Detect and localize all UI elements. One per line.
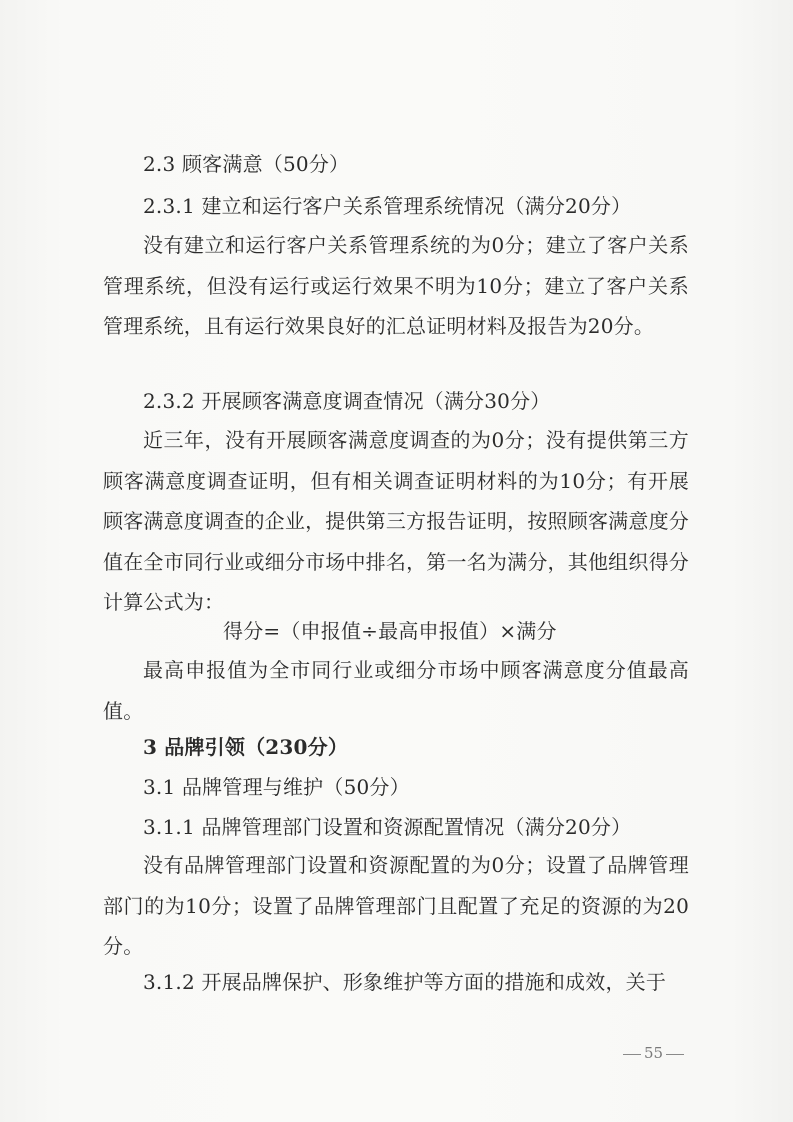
formula: 得分=（申报值÷最高申报值）×满分 xyxy=(223,619,557,643)
section-2-3-2-heading: 2.3.2 开展顾客满意度调查情况（满分30分） xyxy=(143,389,551,413)
footer-dash-right xyxy=(666,1054,684,1055)
section-3-1-2-heading: 3.1.2 开展品牌保护、形象维护等方面的措施和成效，关于 xyxy=(143,970,667,994)
section-3-1-1-body: 没有品牌管理部门设置和资源配置的为0分；设置了品牌管理部门的为10分；设置了品牌管理部门且配置了充足的资源的为20分。 xyxy=(103,853,689,958)
page-number: 55 xyxy=(644,1044,664,1062)
section-3-1-1-heading: 3.1.1 品牌管理部门设置和资源配置情况（满分20分） xyxy=(143,815,632,839)
section-2-3-2-body: 近三年，没有开展顾客满意度调查的为0分；没有提供第三方顾客满意度调查证明，但有相关调查证明材料的为10分；有开展顾客满意度调查的企业，提供第三方报告证明，按照顾客满意度分值在全市同行业或细分市场中排名，第一名为满分，其他组织得分计算公式为： xyxy=(103,428,689,614)
page-footer xyxy=(620,1044,687,1062)
section-2-3-1-body: 没有建立和运行客户关系管理系统的为0分；建立了客户关系管理系统，但没有运行或运行效果不明为10分；建立了客户关系管理系统，且有运行效果良好的汇总证明材料及报告为20分。 xyxy=(103,233,689,338)
section-2-3-heading: 2.3 顾客满意（50分） xyxy=(143,152,350,176)
footer-dash-left xyxy=(623,1054,641,1055)
section-3-1-heading: 3.1 品牌管理与维护（50分） xyxy=(143,775,410,799)
section-2-3-1-heading: 2.3.1 建立和运行客户关系管理系统情况（满分20分） xyxy=(143,194,632,218)
section-3-heading: 3 品牌引领（230分） xyxy=(143,735,349,759)
section-2-3-2-note: 最高申报值为全市同行业或细分市场中顾客满意度分值最高值。 xyxy=(103,658,689,723)
